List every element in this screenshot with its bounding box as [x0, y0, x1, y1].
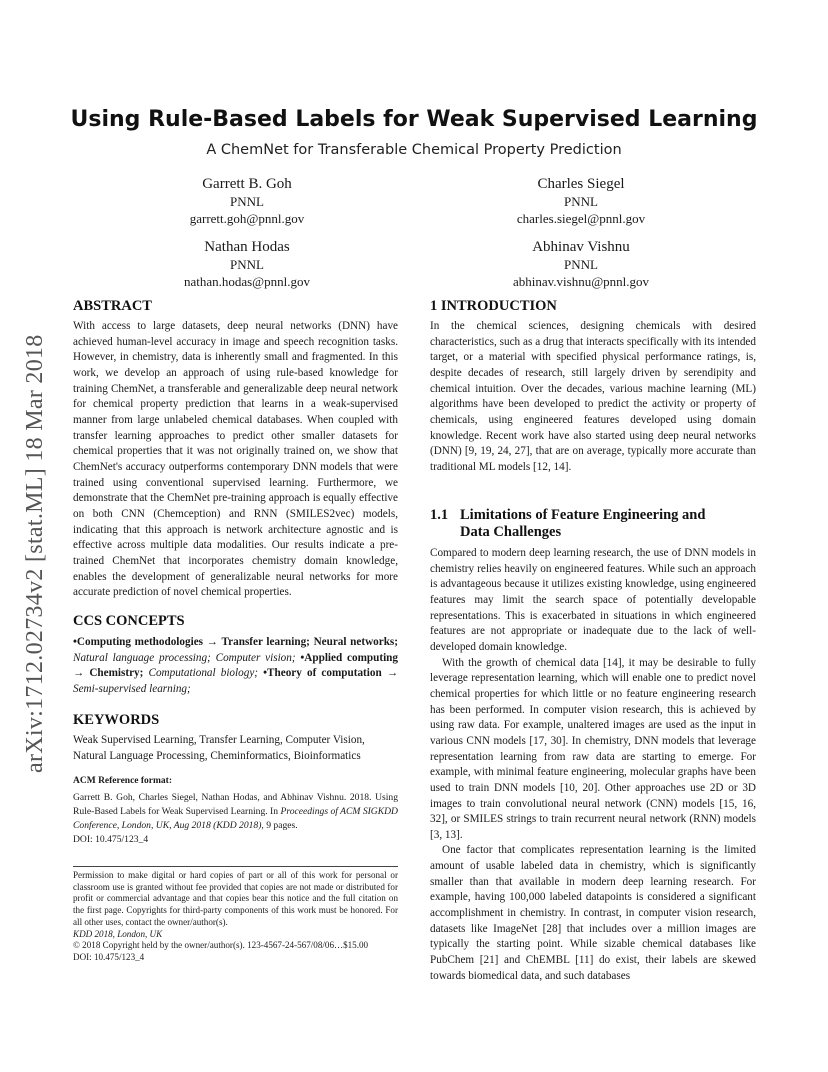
author-name: Abhinav Vishnu: [532, 239, 630, 255]
author-affiliation: PNNL: [564, 194, 598, 209]
author-email: charles.siegel@pnnl.gov: [516, 210, 646, 226]
author-name: Nathan Hodas: [204, 239, 290, 255]
subsection-heading: 1.1 Limitations of Feature Engineering and Data Challenges: [430, 507, 706, 540]
intro-text: In the chemical sciences, designing chemicals with desired characteristics, such as a drug that interacts specifically with its intended target, or a material with specified physical performance ratings, is, despite decades of research, still largely driven by serendipity and chemical intuition. Over the decades, various machine learning (ML) algorithms have been developed to predict the activity or property of chemicals, using engineered features developed using domain knowledge. Recent work have also started using deep neural networks (DNN) [9, 19, 24, 27], that are on average, typically more accurate than traditional ML models [12, 14].: [430, 320, 756, 473]
author-affiliation: PNNL: [230, 257, 264, 272]
paper-title: Using Rule-Based Labels for Weak Supervised Learning: [70, 107, 758, 132]
keywords-heading: KEYWORDS: [73, 712, 160, 728]
author-affiliation: PNNL: [230, 194, 264, 209]
author-email: nathan.hodas@pnnl.gov: [183, 273, 311, 289]
keywords-text: Weak Supervised Learning, Transfer Learning, Computer Vision, Natural Language Processing, Cheminformatics, Bioinformatics: [73, 734, 365, 762]
abstract-heading: ABSTRACT: [73, 298, 152, 314]
ccs-concepts: •Computing methodologies → Transfer learning; Neural networks; Natural language processing; Computer vision; •Applied computing → Chemistry; Computational biology; •Theory of computation → Semi-supervised learning;: [73, 636, 399, 695]
abstract-text: [73, 319, 398, 601]
author-block: [461, 175, 701, 227]
author-name: Charles Siegel: [537, 176, 625, 192]
ccs-heading: CCS CONCEPTS: [73, 613, 185, 629]
author-block: [127, 175, 367, 227]
author-affiliation: PNNL: [564, 257, 598, 272]
author-block: [127, 238, 367, 290]
author-name: Garrett B. Goh: [202, 176, 292, 192]
subsection-text: [430, 546, 756, 984]
author-block: [461, 238, 701, 290]
permission-footnote: Permission to make digital or hard copies of part or all of this work for personal or classroom use is granted without fee provided that copies are not made or distributed for profit or commercial advantage and that copies bear this notice and the full citation on the first page. Copyrights for third-party components of this work must be honored. For all other uses, contact the owner/author(s). KDD 2018, London, UK © 2018 Copyright held by the owner/author(s). 123-4567-24-567/08/06…$15.00 DOI: 10.475/123_4: [73, 870, 398, 962]
footnote-rule: [73, 866, 398, 867]
body-paragraph: With the growth of chemical data [14], it may be desirable to fully leverage representation learning, which will enable one to predict novel chemical properties for which little or no feature engineering research has been performed. In computer vision research, this is achieved by using raw data. For example, unaltered images are used as the input in various CNN models [17, 30]. In chemistry, DNN models that leverage representation learning from raw data are starting to emerge. For example, with minimal feature engineering, molecular graphs have been used to train DNN models [10, 20]. Other approaches use 2D or 3D images to train convolutional neural network (CNN) models [15, 16, 32], or SMILES strings to train recurrent neural network (RNN) models [3, 13].: [430, 656, 756, 841]
intro-heading: 1 INTRODUCTION: [430, 298, 557, 314]
author-email: abhinav.vishnu@pnnl.gov: [512, 273, 650, 289]
arxiv-sidebar-stamp: arXiv:1712.02734v2 [stat.ML] 18 Mar 2018: [22, 334, 48, 773]
acm-ref-heading: ACM Reference format:: [73, 776, 172, 786]
body-paragraph: Compared to modern deep learning research, the use of DNN models in chemistry relies heavily on engineered features. While such an approach is advantageous because it utilizes existing knowledge, using engineered features may limit the search space of potentially developable representations. This is exacerbated in situations in which engineered features are not appropriate or inadequate due to the lack of well-developed domain knowledge.: [430, 547, 756, 653]
acm-ref-text: Garrett B. Goh, Charles Siegel, Nathan Hodas, and Abhinav Vishnu. 2018. Using Rule-Based Labels for Weak Supervised Learning. In Proceedings of ACM SIGKDD Conference, London, UK, Aug 2018 (KDD 2018), 9 pages. DOI: 10.475/123_4: [73, 792, 398, 845]
abstract-paragraph: With access to large datasets, deep neural networks (DNN) have achieved human-level accuracy in image and speech recognition tasks. However, in chemistry, data is inherently small and fragmented. In this work, we develop an approach of using rule-based knowledge for training ChemNet, a transferable and generalizable deep neural network for chemical property prediction that learns in a weak-supervised manner from large unlabeled chemical databases. When coupled with transfer learning approaches to predict other smaller datasets for chemical properties that it was not originally trained on, we show that ChemNet's accuracy outperforms contemporary DNN models that were trained using conventional supervised learning. Furthermore, we demonstrate that the ChemNet pre-training approach is equally effective on both CNN (Chemception) and RNN (SMILES2vec) models, indicating that this approach is network architecture agnostic and is effective across multiple data modalities. Our results indicate a pre-trained ChemNet that incorporates chemistry domain knowledge, enables the development of generalizable neural networks for more accurate prediction of novel chemical properties.: [73, 320, 398, 599]
paper-subtitle: A ChemNet for Transferable Chemical Property Prediction: [206, 142, 622, 158]
body-paragraph: One factor that complicates representation learning is the limited amount of usable labeled data in chemistry, which is significantly smaller than that available in modern deep learning research. For example, having 100,000 labeled datapoints is considered a significant accomplishment in chemistry. In contrast, in computer vision research, datasets like ImageNet [28] that includes over a million images are typically the starting point. While sizable chemical databases like PubChem [21] and ChEMBL [11] do exist, their labels are skewed towards biomedical data, and such databases: [430, 844, 756, 982]
author-email: garrett.goh@pnnl.gov: [189, 210, 305, 226]
